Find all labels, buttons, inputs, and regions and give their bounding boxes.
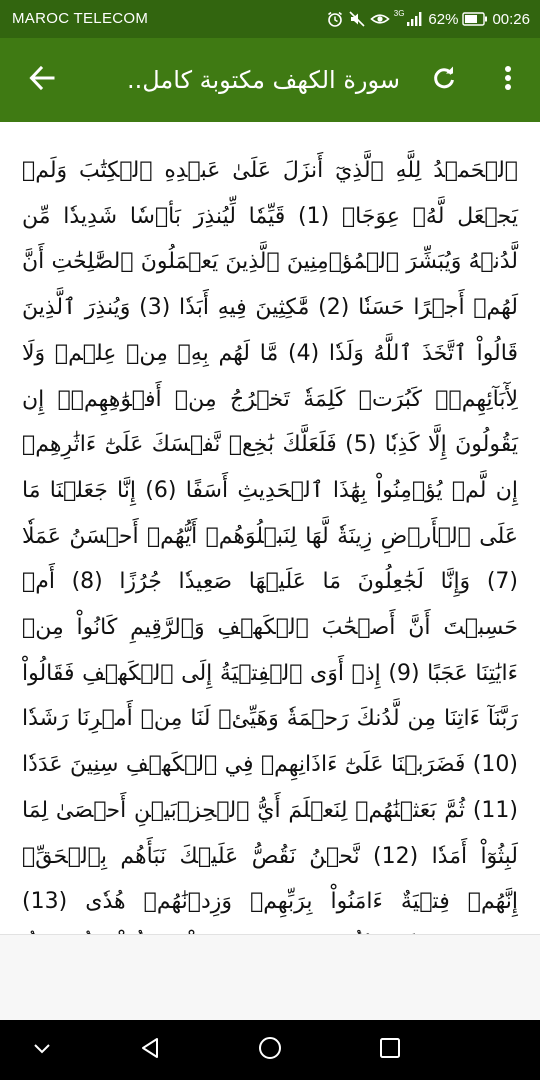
- surah-text: ٱلۡحَمۡدُ لِلَّهِ ٱلَّذِيٓ أَنزَلَ عَلَىٰ عَبۡدِهِ ٱلۡكِتَٰبَ وَلَمۡ يَجۡعَل لَّهُۥ عِوَجَاۜ (1) قَيِّمٗا لِّيُنذِرَ بَأۡسٗا شَدِيدٗا مِّن لَّدُنۡهُ وَيُبَشِّرَ ٱلۡمُؤۡمِنِينَ ٱلَّذِينَ يَعۡمَلُونَ ٱلصَّٰلِحَٰتِ أَنَّ لَهُمۡ أَجۡرًا حَسَنٗا (2) مَّٰكِثِينَ فِيهِ أَبَدٗا (3) وَيُنذِرَ ٱلَّذِينَ قَالُواْ ٱتَّخَذَ ٱللَّهُ وَلَدٗا (4) مَّا لَهُم بِهِۦ مِنۡ عِلۡمٖ وَلَا لِأٓبَآئِهِمۡۚ كَبُرَتۡ كَلِمَةٗ تَخۡرُجُ مِنۡ أَفۡوَٰهِهِمۡۚ إِن يَقُولُونَ إِلَّا كَذِبٗا (5) فَلَعَلَّكَ بَٰخِعٞ نَّفۡسَكَ عَلَىٰٓ ءَاثَٰرِهِمۡ إِن لَّمۡ يُؤۡمِنُواْ بِهَٰذَا ٱلۡحَدِيثِ أَسَفًا (6) إِنَّا جَعَلۡنَا مَا عَلَى ٱلۡأَرۡضِ زِينَةٗ لَّهَا لِنَبۡلُوَهُمۡ أَيُّهُمۡ أَحۡسَنُ عَمَلٗا (7) وَإِنَّا لَجَٰعِلُونَ مَا عَلَيۡهَا صَعِيدٗا جُرُزًا (8) أَمۡ حَسِبۡتَ أَنَّ أَصۡحَٰبَ ٱلۡكَهۡفِ وَٱلرَّقِيمِ كَانُواْ مِنۡ ءَايَٰتِنَا عَجَبًا (9) إِذۡ أَوَى ٱلۡفِتۡيَةُ إِلَى ٱلۡكَهۡفِ فَقَالُواْ رَبَّنَآ ءَاتِنَا مِن لَّدُنكَ رَحۡمَةٗ وَهَيِّئۡ لَنَا مِنۡ أَمۡرِنَا رَشَدٗا (10) فَضَرَبۡنَا عَلَىٰٓ ءَاذَانِهِمۡ فِي ٱلۡكَهۡفِ سِنِينَ عَدَدٗا (11) ثُمَّ بَعَثۡنَٰهُمۡ لِنَعۡلَمَ أَيُّ ٱلۡحِزۡبَيۡنِ أَحۡصَىٰ لِمَا لَبِثُوٓاْ أَمَدٗا (12) نَّحۡنُ نَقُصُّ عَلَيۡكَ نَبَأَهُم بِٱلۡحَقِّۚ إِنَّهُمۡ فِتۡيَةٌ ءَامَنُواْ بِرَبِّهِمۡ وَزِدۡنَٰهُمۡ هُدٗى (13): [22, 158, 519, 915]
- refresh-icon: [431, 65, 457, 95]
- signal-icon: [406, 11, 424, 27]
- status-bar: [0, 0, 540, 38]
- network-type: 3G: [393, 8, 405, 18]
- triangle-back-icon: [138, 1036, 162, 1064]
- circle-home-icon: [257, 1035, 283, 1065]
- system-back-button[interactable]: [130, 1030, 170, 1070]
- page-title: سورة الكهف مكتوبة كامل..: [126, 66, 400, 94]
- battery-percent: 62%: [428, 10, 459, 28]
- eye-comfort-icon: [370, 10, 390, 28]
- hide-nav-button[interactable]: [22, 1030, 62, 1070]
- arrow-left-icon: [28, 64, 56, 96]
- home-button[interactable]: [250, 1030, 290, 1070]
- mute-icon: [348, 10, 366, 28]
- refresh-button[interactable]: [424, 60, 464, 100]
- surah-content[interactable]: [0, 122, 540, 934]
- navigation-bar: [0, 1020, 540, 1080]
- status-icons: [326, 8, 530, 30]
- carrier-name: MAROC TELECOM: [12, 10, 149, 27]
- chevron-down-icon: [32, 1038, 52, 1062]
- square-recents-icon: [379, 1037, 401, 1063]
- recents-button[interactable]: [370, 1030, 410, 1070]
- clock: 00:26: [492, 10, 530, 28]
- more-vertical-icon: [504, 65, 512, 95]
- alarm-icon: [326, 10, 344, 28]
- bottom-banner-area: [0, 934, 540, 1021]
- battery-icon: [462, 12, 488, 26]
- more-options-button[interactable]: [488, 60, 528, 100]
- back-button[interactable]: [22, 62, 62, 98]
- app-bar: [0, 38, 540, 122]
